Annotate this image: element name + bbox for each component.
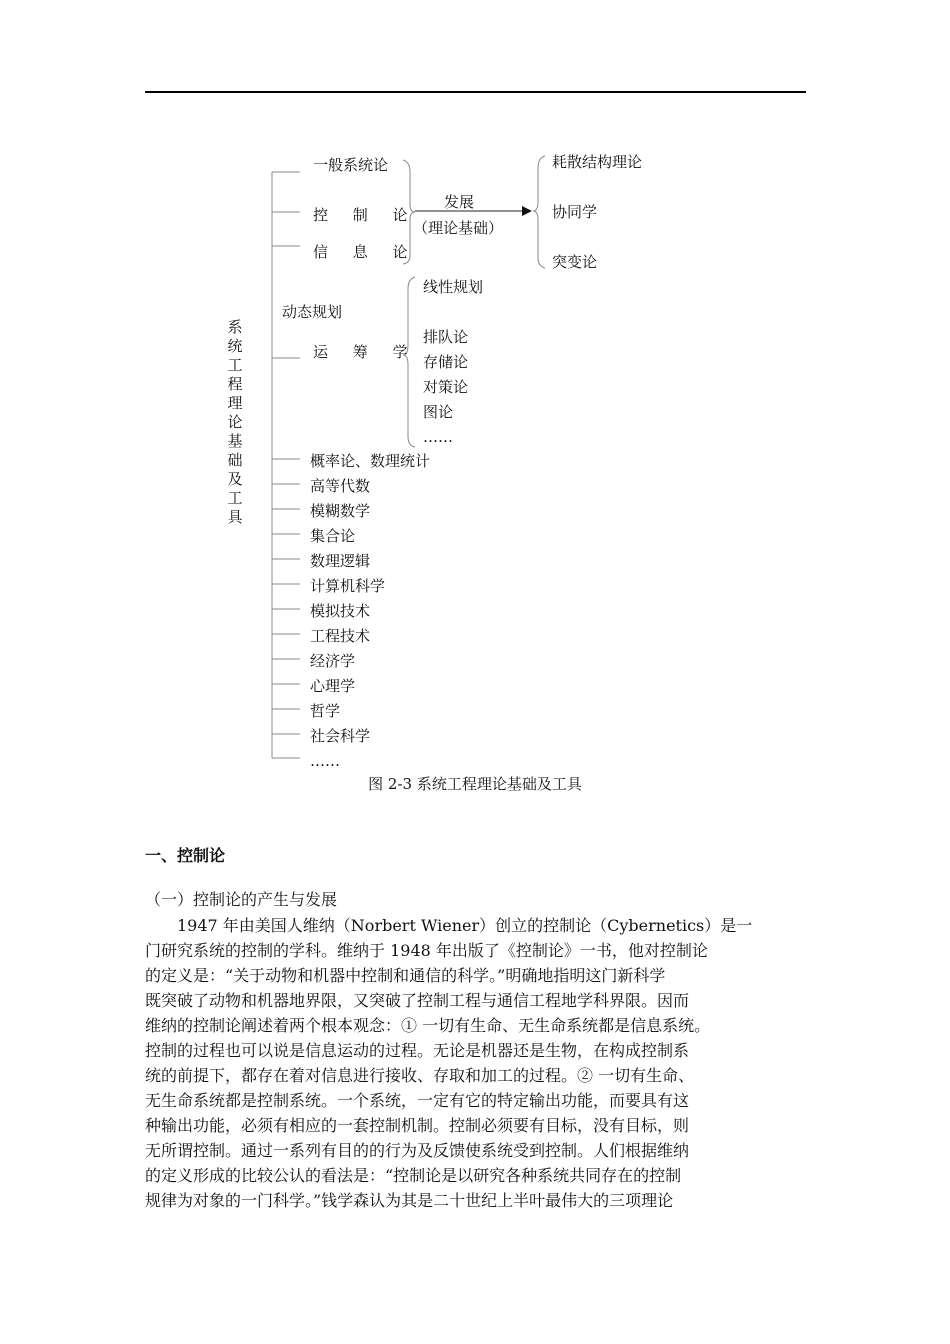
or-item: 存储论 — [423, 353, 469, 371]
or-item: 排队论 — [423, 328, 469, 346]
group1-item: 一般系统论 — [313, 156, 389, 174]
paragraph-line: 维纳的控制论阐述着两个根本观念：① 一切有生命、无生命系统都是信息系统。 — [145, 1016, 711, 1035]
root-title-char: 统 — [227, 337, 243, 355]
tool-item: 数理逻辑 — [310, 552, 371, 570]
tool-item: 哲学 — [310, 702, 341, 720]
root-title-char: 程 — [227, 375, 243, 393]
root-title-char: 理 — [227, 394, 243, 412]
derived-item: 协同学 — [552, 203, 598, 221]
paragraph-line: 统的前提下，都存在着对信息进行接收、存取和加工的过程。② 一切有生命、 — [145, 1066, 695, 1085]
paragraph-line: 无生命系统都是控制系统。一个系统，一定有它的特定输出功能，而要具有这 — [145, 1091, 690, 1110]
tool-item: 模拟技术 — [310, 602, 371, 620]
paragraph-line: 的定义是：“关于动物和机器中控制和通信的科学。”明确地指明这门新科学 — [145, 966, 666, 985]
arrow-head — [522, 206, 532, 216]
or-item: …… — [423, 428, 453, 446]
paragraph-line: 的定义形成的比较公认的看法是：“控制论是以研究各种系统共同存在的控制 — [145, 1166, 682, 1185]
tool-item: 概率论、数理统计 — [310, 452, 431, 470]
or-item: 对策论 — [423, 378, 469, 396]
tool-item: 高等代数 — [310, 477, 371, 495]
tool-item: 心理学 — [310, 677, 356, 695]
derived-item: 耗散结构理论 — [552, 153, 643, 171]
root-title-char: 基 — [227, 432, 243, 450]
subsection-title: （一）控制论的产生与发展 — [145, 890, 338, 909]
root-title-char: 论 — [227, 413, 243, 431]
or-item: 线性规划 — [423, 278, 484, 296]
root-title-char: 系 — [227, 318, 243, 336]
arrow-label: 发展 — [444, 193, 475, 211]
tool-item: …… — [310, 752, 340, 770]
paragraph-line: 1947 年由美国人维纳（Norbert Wiener）创立的控制论（Cybernetics）是一 — [145, 916, 753, 935]
paragraph-line: 门研究系统的控制的学科。维纳于 1948 年出版了《控制论》一书，他对控制论 — [145, 941, 708, 960]
derived-item: 突变论 — [552, 253, 598, 271]
tool-item: 计算机科学 — [310, 577, 386, 595]
root-title-char: 具 — [227, 508, 243, 526]
paragraph-line: 规律为对象的一门科学。”钱学森认为其是二十世纪上半叶最伟大的三项理论 — [145, 1191, 674, 1210]
dynamic-programming-label: 动态规划 — [282, 303, 343, 321]
tool-item: 模糊数学 — [310, 502, 371, 520]
root-title-char: 及 — [227, 470, 243, 488]
paragraph-line: 既突破了动物和机器地界限，又突破了控制工程与通信工程地学科界限。因而 — [145, 991, 690, 1010]
tool-item: 社会科学 — [310, 727, 371, 745]
operations-research-label: 运 筹 学 — [313, 343, 418, 361]
group1-item: 信 息 论 — [313, 243, 418, 261]
root-title-char: 础 — [227, 451, 243, 469]
root-title-char: 工 — [227, 356, 243, 374]
tool-item: 经济学 — [310, 652, 356, 670]
or-brace — [403, 277, 415, 447]
tool-item: 集合论 — [310, 527, 356, 545]
section-title: 一、控制论 — [145, 846, 226, 865]
arrow-sublabel: （理论基础） — [413, 219, 504, 237]
root-title-char: 工 — [227, 489, 243, 507]
group1-item: 控 制 论 — [313, 206, 418, 224]
paragraph-line: 控制的过程也可以说是信息运动的过程。无论是机器还是生物，在构成控制系 — [145, 1041, 690, 1060]
root-vertical-title — [227, 318, 243, 527]
derived-brace — [533, 156, 545, 268]
figure-caption: 图 2-3 系统工程理论基础及工具 — [368, 775, 582, 793]
paragraph-line: 无所谓控制。通过一系列有目的的行为及反馈使系统受到控制。人们根据维纳 — [145, 1141, 690, 1160]
or-item: 图论 — [423, 403, 454, 421]
tool-item: 工程技术 — [310, 627, 371, 645]
paragraph-line: 种输出功能，必须有相应的一套控制机制。控制必须要有目标，没有目标，则 — [145, 1116, 690, 1135]
body-paragraph — [145, 913, 810, 1213]
